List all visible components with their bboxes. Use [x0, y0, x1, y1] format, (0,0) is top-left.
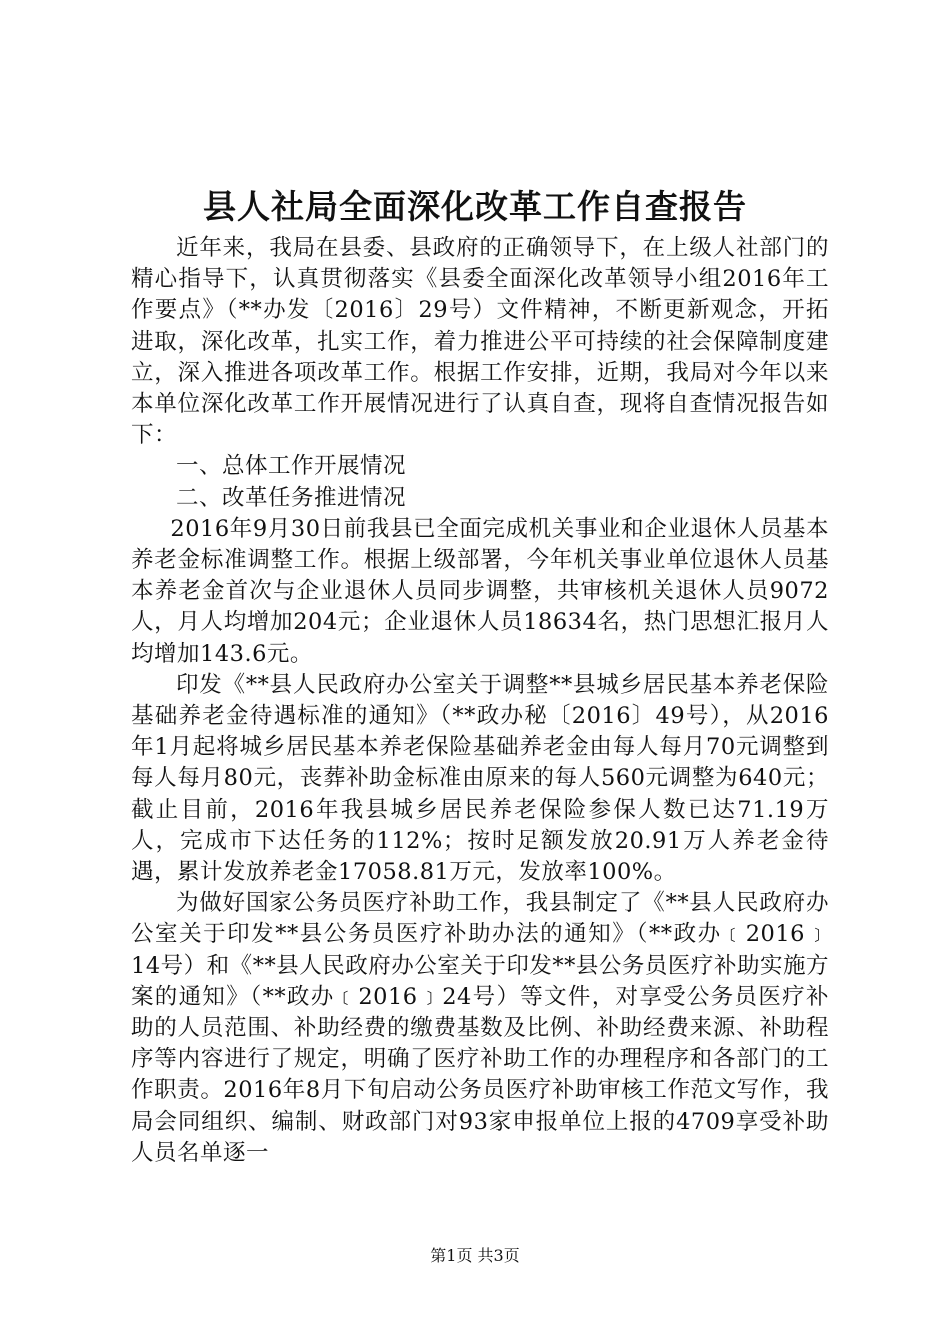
paragraph-rural-pension: 印发《**县人民政府办公室关于调整**县城乡居民基本养老保险基础养老金待遇标准的通知》（**政办秘〔2016〕49号），从2016年1月起将城乡居民基本养老保险基础养老金由每人每月70元调整到每人每月80元，丧葬补助金标准由原来的每人560元调整为640元；截止目前，2016年我县城乡居民养老保险参保人数已达71.19万人，完成市下达任务的112%；按时足额发放20.91万人养老金待遇，累计发放养老金17058.81万元，发放率100%。 — [131, 671, 829, 886]
paragraph-intro: 近年来，我局在县委、县政府的正确领导下，在上级人社部门的精心指导下，认真贯彻落实《县委全面深化改革领导小组2016年工作要点》（**办发〔2016〕29号）文件精神，不断更新观念，开拓进取，深化改革，扎实工作，着力推进公平可持续的社会保障制度建立，深入推进各项改革工作。根据工作安排，近期，我局对今年以来本单位深化改革工作开展情况进行了认真自查，现将自查情况报告如下： — [131, 235, 829, 449]
paragraph-pension-adjustment: 2016年9月30日前我县已全面完成机关事业和企业退休人员基本养老金标准调整工作。根据上级部署，今年机关事业单位退休人员基本养老金首次与企业退休人员同步调整，共审核机关退休人员9072人，月人均增加204元；企业退休人员18634名，热门思想汇报月人均增加143.6元。 — [131, 515, 829, 667]
page-footer: 第1页 共3页 — [430, 1246, 520, 1265]
document-body — [131, 233, 829, 1169]
heading-section-2: 二、改革任务推进情况 — [176, 484, 407, 511]
heading-section-1: 一、总体工作开展情况 — [176, 453, 407, 480]
document-title: 县人社局全面深化改革工作自查报告 — [203, 187, 747, 226]
paragraph-medical-subsidy: 为做好国家公务员医疗补助工作，我县制定了《**县人民政府办公室关于印发**县公务员医疗补助办法的通知》（**政办﹝2016﹞14号）和《**县人民政府办公室关于印发**县公务员医疗补助实施方案的通知》（**政办﹝2016﹞24号）等文件，对享受公务员医疗补助的人员范围、补助经费的缴费基数及比例、补助经费来源、补助程序等内容进行了规定，明确了医疗补助工作的办理程序和各部门的工作职责。2016年8月下旬启动公务员医疗补助审核工作范文写作，我局会同组织、编制、财政部门对93家申报单位上报的4709享受补助人员名单逐一 — [131, 890, 829, 1166]
